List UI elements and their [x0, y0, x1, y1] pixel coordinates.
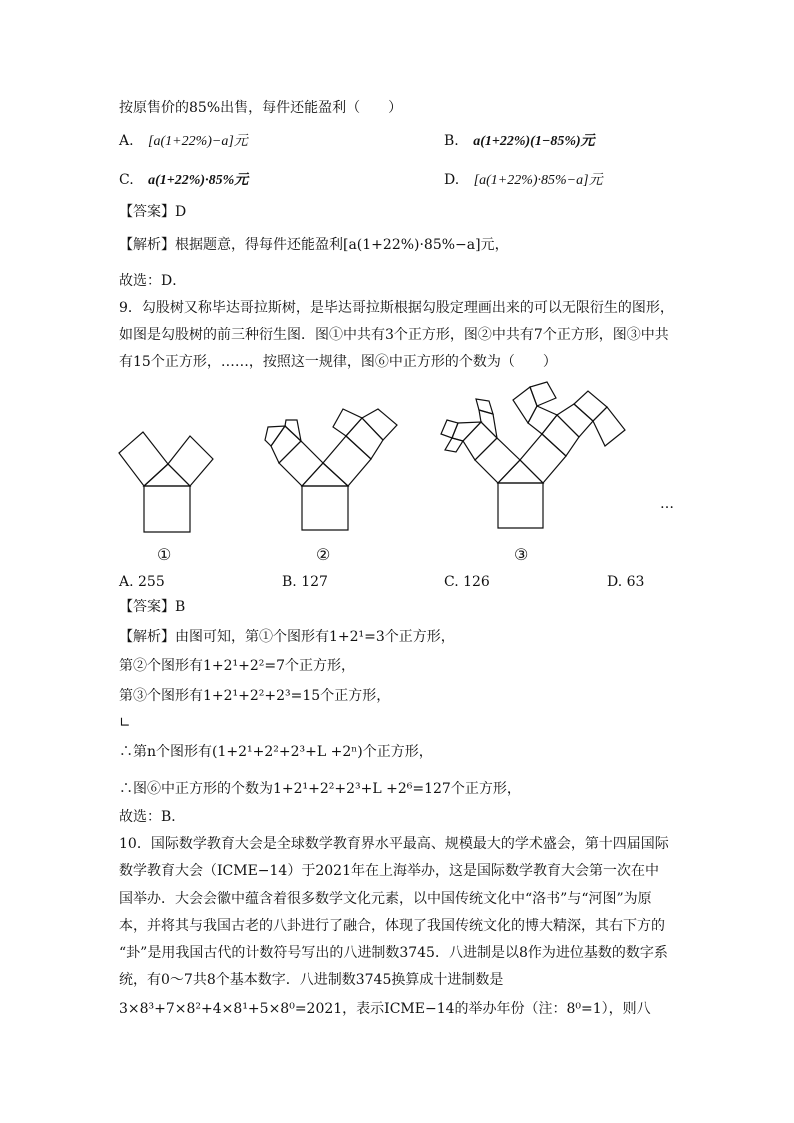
- q10-line-2: 数学教育大会（ICME−14）于2021年在上海举办，这是国际数学教育大会第一次在中: [119, 863, 659, 879]
- q8-option-c-label: C.: [119, 172, 134, 188]
- q10-line-5: “卦”是用我国古代的计数符号写出的八进制数3745．八进制是以8作为进位基数的数字系: [119, 945, 668, 961]
- figure-2-left-sub-a: [285, 420, 301, 441]
- figure-2-left-tri: [271, 426, 301, 463]
- figure-3-r4: [574, 391, 607, 421]
- figure-1-right-square: [168, 436, 213, 486]
- figure-3-r2: [557, 404, 593, 437]
- figure-3-l5: [441, 420, 458, 438]
- figure-3-l3: [452, 422, 481, 441]
- q8-answer: 【答案】D: [119, 204, 187, 220]
- figure-ellipsis: …: [660, 496, 674, 512]
- q9-analysis-line-6: ∴图⑥中正方形的个数为1+2¹+2²+2³+L +2⁶=127个正方形，: [119, 781, 521, 797]
- q8-option-d-text: [a(1+22%)·85%−a]元: [473, 173, 603, 188]
- q9-analysis-line-4: ∟: [119, 715, 131, 731]
- figure-2-right-square: [323, 436, 371, 486]
- figure-3-l2: [479, 410, 497, 438]
- figure-3-base-square: [498, 483, 543, 528]
- q10-line-7: 3×8³+7×8²+4×8¹+5×8⁰=2021，表示ICME−14的举办年份（注：8⁰=1），则八: [119, 1001, 651, 1017]
- q9-stem-line-3: 有15个正方形，……，按照这一规律，图⑥中正方形的个数为（ ）: [119, 354, 557, 370]
- figure-1-label: ①: [157, 545, 172, 564]
- q8-option-b-label: B.: [444, 133, 459, 149]
- figure-2-base-square: [302, 486, 348, 530]
- figure-3-r1: [542, 415, 579, 456]
- q9-analysis-line-5: ∴第n个图形有(1+2¹+2²+2³+L +2ⁿ)个正方形，: [119, 744, 433, 760]
- q9-stem-line-1: 9．勾股树又称毕达哥拉斯树，是毕达哥拉斯根据勾股定理画出来的可以无限衍生的图形，: [119, 300, 674, 316]
- figure-1-left-square: [119, 432, 168, 486]
- figure-1-triangle: [144, 464, 190, 486]
- figure-3-r7: [530, 382, 556, 406]
- figure-2-tree: [265, 409, 397, 530]
- figure-3-triangle: [498, 460, 543, 483]
- figure-3-l6: [445, 438, 463, 452]
- q8-option-c-text: a(1+22%)·85%元: [148, 173, 249, 188]
- figure-2-right-sub-b: [333, 409, 362, 436]
- figure-3-l1: [463, 422, 497, 460]
- figure-3-r3: [528, 406, 557, 434]
- figure-2-triangle: [302, 463, 348, 486]
- q9-analysis-line-1: 【解析】由图可知，第①个图形有1+2¹=3个正方形，: [119, 629, 455, 645]
- q10-line-3: 国举办．大会会徽中蕴含着很多数学文化元素，以中国传统文化中“洛书”与“河图”为原: [119, 891, 652, 907]
- figure-2-right-sub-a: [362, 409, 397, 440]
- q9-option-a: A. 255: [119, 574, 165, 590]
- figure-3-r5: [593, 407, 625, 446]
- q9-analysis-line-2: 第②个图形有1+2¹+2²=7个正方形，: [119, 658, 356, 674]
- q9-stem-line-2: 如图是勾股树的前三种衍生图．图①中共有3个正方形，图②中共有7个正方形，图③中共: [119, 327, 669, 343]
- q8-option-a-text: [a(1+22%)−a]元: [148, 134, 248, 149]
- q8-option-b-text: a(1+22%)(1−85%)元: [473, 134, 595, 149]
- q10-line-1: 10．国际数学教育大会是全球数学教育界水平最高、规模最大的学术盛会，第十四届国际: [119, 836, 669, 852]
- q8-analysis: 【解析】根据题意，得每件还能盈利[a(1+22%)·85%−a]元，: [119, 237, 509, 253]
- figure-2-left-sub-b: [265, 426, 285, 446]
- q9-choose: 故选：B．: [119, 809, 186, 825]
- q10-line-6: 统，有0～7共8个基本数字．八进制数3745换算成十进制数是: [119, 972, 504, 988]
- q9-analysis-line-3: 第③个图形有1+2¹+2²+2³=15个正方形，: [119, 688, 391, 704]
- figure-2-right-tri: [346, 418, 383, 459]
- figure-1-tree: [119, 432, 213, 532]
- q10-line-4: 本，并将其与我国古老的八卦进行了融合，体现了我国传统文化的博大精深，其右下方的: [119, 918, 665, 934]
- figure-1-base-square: [144, 486, 190, 532]
- figure-3-r6: [513, 387, 537, 423]
- q9-option-c: C. 126: [444, 574, 490, 590]
- figure-3-tree: [441, 382, 625, 528]
- figure-3-l4: [476, 399, 493, 414]
- figure-3-right-square: [520, 434, 566, 483]
- figure-2-label: ②: [316, 545, 331, 564]
- figure-3-left-square: [475, 438, 520, 483]
- q8-choose: 故选：D．: [119, 273, 187, 289]
- q9-option-b: B. 127: [282, 574, 328, 590]
- q8-stem-tail: 按原售价的85%出售，每件还能盈利（ ）: [119, 100, 403, 116]
- figure-2-left-square: [279, 441, 323, 486]
- q8-option-d-label: D.: [444, 172, 460, 188]
- q9-option-d: D. 63: [607, 574, 645, 590]
- q9-answer: 【答案】B: [119, 599, 186, 615]
- figure-3-label: ③: [514, 545, 529, 564]
- q8-option-a-label: A.: [119, 133, 134, 149]
